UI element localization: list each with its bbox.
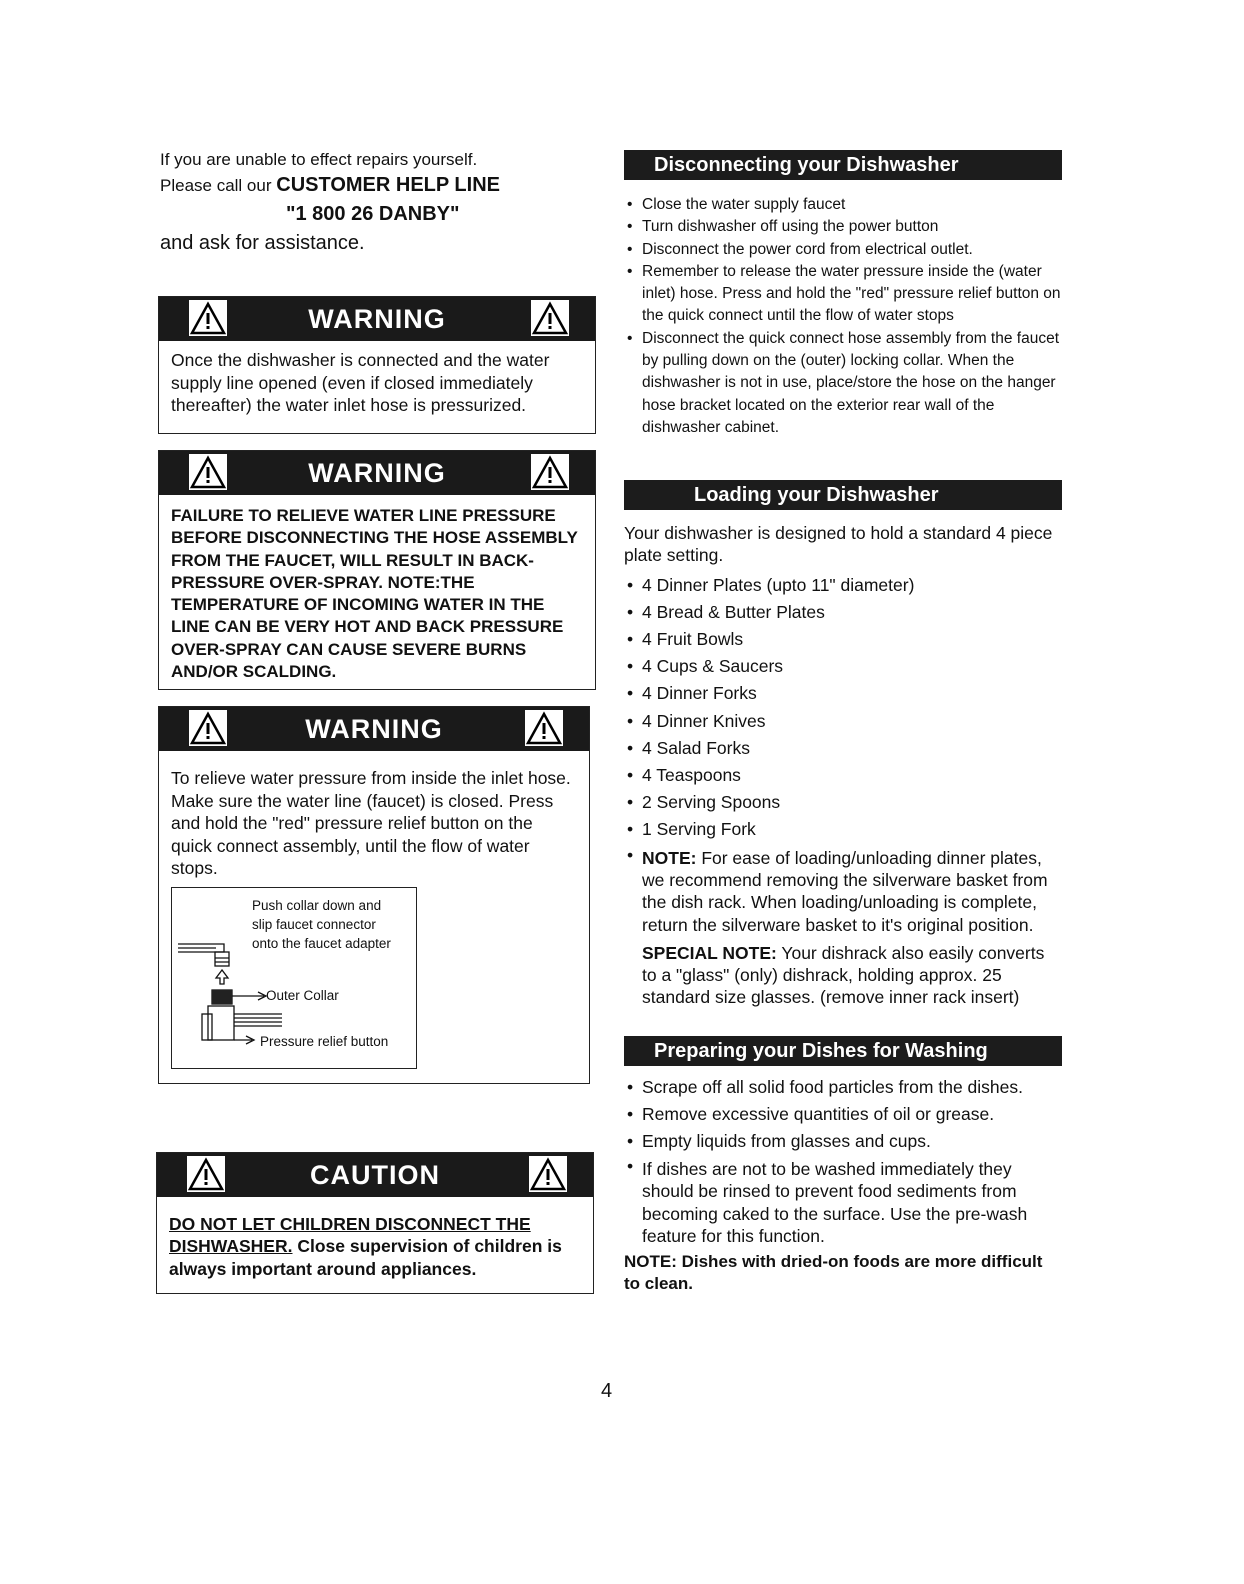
warning-bar-3 <box>159 707 589 751</box>
list-item: • Disconnect the power cord from electrical outlet. <box>624 239 1062 261</box>
list-item: • 4 Dinner Forks <box>624 680 1062 707</box>
list-item: • 4 Dinner Plates (upto 11" diameter) <box>624 572 1062 599</box>
warning-bar-2 <box>159 451 595 495</box>
page-number: 4 <box>601 1380 613 1402</box>
list-item: • 1 Serving Fork <box>624 816 1062 843</box>
list-item: • 4 Salad Forks <box>624 735 1062 762</box>
intro-line-1: If you are unable to effect repairs yourself. <box>160 150 478 169</box>
warning-box-2 <box>158 450 596 690</box>
disconnecting-list <box>624 194 1062 439</box>
caution-text <box>157 1197 593 1288</box>
quick-connect-diagram <box>171 887 417 1069</box>
list-item: • Turn dishwasher off using the power button <box>624 216 1062 238</box>
loading-list <box>624 572 1062 936</box>
loading-note-label: NOTE: <box>642 847 697 868</box>
warning-text-3: To relieve water pressure from inside the inlet hose. Make sure the water line (faucet) is closed. Press and hold the "red" pressure relief button on the quick connect assembly, until the flow of water stops. <box>171 768 571 878</box>
disconnecting-heading: Disconnecting your Dishwasher <box>624 150 1062 180</box>
list-item: • 4 Cups & Saucers <box>624 653 1062 680</box>
caution-box <box>156 1152 594 1294</box>
list-item: • Remember to release the water pressure inside the (water inlet) hose. Press and hold the "red" pressure relief button on the quick connect until the flow of water stops <box>624 261 1062 328</box>
warning-text-2: FAILURE TO RELIEVE WATER LINE PRESSURE BEFORE DISCONNECTING THE HOSE ASSEMBLY FROM THE FAUCET, WILL RESULT IN BACK-PRESSURE OVER-SPRAY. NOTE:THE TEMPERATURE OF INCOMING WATER IN THE LINE CAN BE VERY HOT AND BACK PRESSURE OVER-SPRAY CAN CAUSE SEVERE BURNS AND/OR SCALDING. <box>171 506 578 682</box>
preparing-note: NOTE: Dishes with dried-on foods are more difficult to clean. <box>624 1252 1043 1294</box>
list-item: • Scrape off all solid food particles from the dishes. <box>624 1074 1062 1101</box>
caution-rest-text: Close supervision of children is always important around appliances. <box>169 1236 562 1279</box>
preparing-heading: Preparing your Dishes for Washing <box>624 1036 1062 1066</box>
warning-box-1 <box>158 296 596 434</box>
caution-title: CAUTION <box>310 1160 440 1190</box>
caution-bar <box>157 1153 593 1197</box>
warning-triangle-icon <box>531 454 569 490</box>
list-item: • 4 Teaspoons <box>624 762 1062 789</box>
disconnecting-section <box>624 150 1062 439</box>
intro-line-2 <box>160 172 580 199</box>
warning-bar-1 <box>159 297 595 341</box>
loading-note <box>624 844 1062 936</box>
list-item: • 4 Fruit Bowls <box>624 626 1062 653</box>
loading-intro: Your dishwasher is designed to hold a standard 4 piece plate setting. <box>624 523 1053 566</box>
intro-line-2-prefix: Please call our <box>160 176 272 195</box>
preparing-list <box>624 1074 1062 1247</box>
loading-note-text: For ease of loading/unloading dinner plates, we recommend removing the silverware basket from the dish rack. When loading/unloading is complete, return the silverware basket to it's original position. <box>642 847 1048 935</box>
warning-triangle-icon <box>531 300 569 336</box>
list-item: • Close the water supply faucet <box>624 194 1062 216</box>
warning-triangle-icon <box>525 710 563 746</box>
caution-underlined-text: DO NOT LET CHILDREN DISCONNECT THE DISHWASHER. <box>169 1214 531 1257</box>
list-item: • Empty liquids from glasses and cups. <box>624 1128 1062 1155</box>
help-line-intro <box>160 148 580 257</box>
warning-box-3 <box>158 706 590 1084</box>
warning-triangle-icon <box>529 1156 567 1192</box>
loading-heading: Loading your Dishwasher <box>624 480 1062 510</box>
list-item: • 4 Dinner Knives <box>624 708 1062 735</box>
list-item: • 2 Serving Spoons <box>624 789 1062 816</box>
list-item: • Disconnect the quick connect hose assembly from the faucet by pulling down on the (outer) locking collar. When the dishwasher is not in use, place/store the hose on the hanger hose bracket located on the exterior rear wall of the dishwasher cabinet. <box>624 328 1062 439</box>
intro-line-4: and ask for assistance. <box>160 232 365 254</box>
faucet-connector-illustration <box>172 888 416 1068</box>
list-item: • Remove excessive quantities of oil or grease. <box>624 1101 1062 1128</box>
warning-title-1: WARNING <box>308 304 446 334</box>
special-note-text: Your dishrack also easily converts to a "glass" (only) dishrack, holding approx. 25 standard size glasses. (remove inner rack insert) <box>642 942 1045 1008</box>
diagram-push-note: Push collar down and slip faucet connector onto the faucet adapter <box>252 898 391 951</box>
list-item: • 4 Bread & Butter Plates <box>624 599 1062 626</box>
help-line-phone: "1 800 26 DANBY" <box>286 203 460 225</box>
diagram-relief-button-label: Pressure relief button <box>260 1034 389 1049</box>
special-note-label: SPECIAL NOTE: <box>642 942 777 963</box>
preparing-section <box>624 1036 1062 1296</box>
warning-text-1: Once the dishwasher is connected and the water supply line opened (even if closed immediately thereafter) the water inlet hose is pressurized. <box>171 350 550 415</box>
warning-title-2: WARNING <box>308 458 446 488</box>
list-item: • If dishes are not to be washed immediately they should be rinsed to prevent food sediments from becoming caked to the surface. Use the pre-wash feature for this function. <box>624 1155 1062 1247</box>
help-line-label: CUSTOMER HELP LINE <box>276 174 500 196</box>
special-note <box>624 942 1062 1009</box>
warning-title-3: WARNING <box>305 714 443 744</box>
loading-section <box>624 480 1062 1009</box>
diagram-outer-collar-label: Outer Collar <box>266 988 339 1003</box>
